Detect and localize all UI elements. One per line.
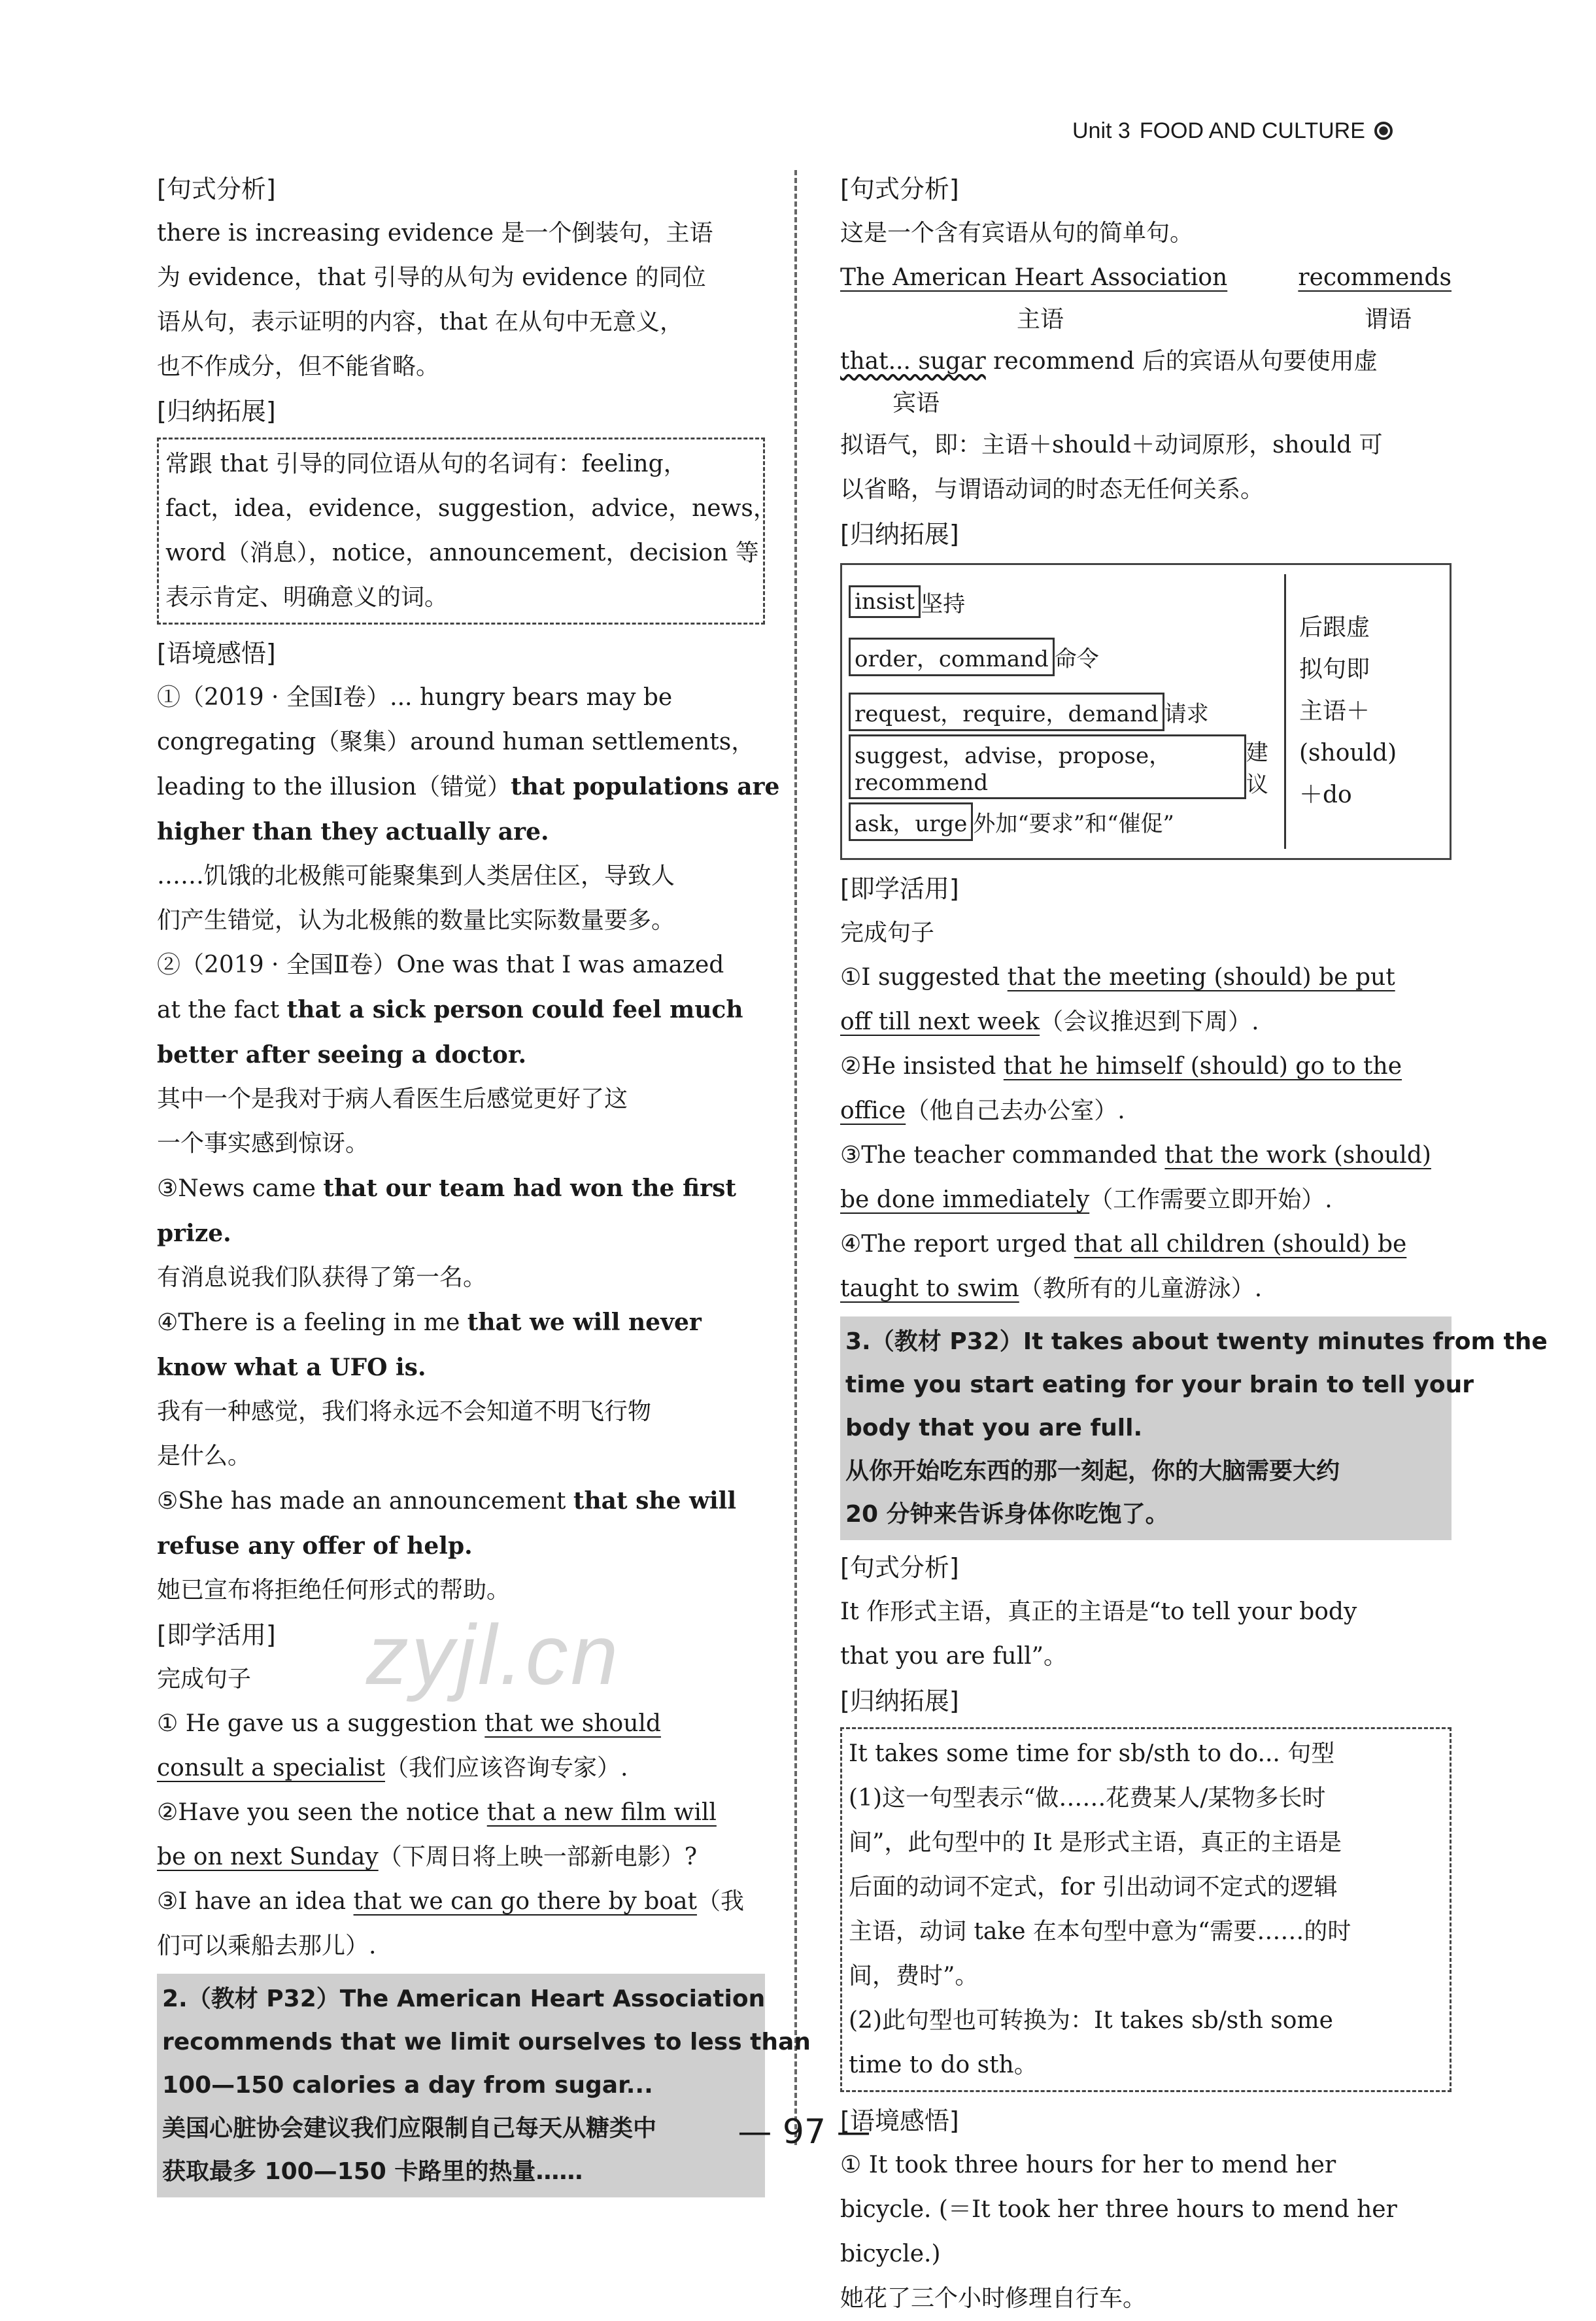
example-line: ①（2019 · 全国Ⅰ卷）... hungry bears may be bbox=[157, 684, 673, 711]
exercise-line: ②He insisted that he himself (should) go to the bbox=[840, 1053, 1402, 1080]
key-sentence-translation: 美国心脏协会建议我们应限制自己每天从糖类中 bbox=[162, 2115, 657, 2142]
summary-line: time to do sth。 bbox=[849, 2052, 1038, 2078]
section-heading: [即学活用] bbox=[157, 1621, 276, 1649]
subjunctive-verb-table bbox=[840, 563, 1452, 860]
summary-line: 间”，此句型中的 It 是形式主语，真正的主语是 bbox=[849, 1829, 1342, 1856]
unit-label: Unit 3 bbox=[1072, 118, 1130, 143]
translation-line: 们产生错觉，认为北极熊的数量比实际数量要多。 bbox=[157, 907, 675, 934]
section-heading: [语境感悟] bbox=[840, 2106, 959, 2135]
exercise-line: off till next week（会议推迟到下周）. bbox=[840, 1008, 1259, 1035]
object-label: 宾语 bbox=[892, 390, 940, 417]
summary-line: 间，费时”。 bbox=[849, 1963, 979, 1989]
analysis-line: 也不作成分，但不能省略。 bbox=[157, 353, 440, 380]
answer: off till next week bbox=[840, 1008, 1040, 1035]
example-line: ① It took three hours for her to mend her bbox=[840, 2152, 1336, 2178]
brace-note: 后跟虚 拟句即 主语＋ (should) ＋do bbox=[1284, 574, 1443, 849]
key-sentence-translation: 获取最多 100—150 卡路里的热量…… bbox=[162, 2158, 583, 2185]
section-heading: [即学活用] bbox=[840, 874, 959, 903]
structure-labels bbox=[840, 384, 1452, 423]
verb-row: request，require，demand 请求 bbox=[849, 684, 1284, 739]
summary-line: 主语，动词 take 在本句型中意为“需要……的时 bbox=[849, 1918, 1351, 1945]
example-line: ②（2019 · 全国Ⅱ卷）One was that I was amazed bbox=[157, 952, 724, 978]
summary-line: (2)此句型也可转换为：It takes sb/sth some bbox=[849, 2007, 1333, 2034]
key-sentence-line: body that you are full. bbox=[845, 1415, 1143, 1441]
sentence-structure bbox=[840, 256, 1452, 300]
answer: be done immediately bbox=[840, 1186, 1090, 1213]
exercise-line: ③I have an idea that we can go there by boat（我 bbox=[157, 1888, 744, 1915]
key-sentence-box bbox=[840, 1316, 1548, 1540]
section-heading: [句式分析] bbox=[840, 1553, 959, 1582]
circle-dot-icon bbox=[1374, 122, 1393, 140]
example-line: at the fact that a sick person could feel much bbox=[157, 996, 743, 1023]
key-sentence-line: 100—150 calories a day from sugar... bbox=[162, 2072, 653, 2099]
summary-line: 常跟 that 引导的同位语从句的名词有：feeling， bbox=[165, 451, 687, 477]
answer: that all children (should) be bbox=[1074, 1231, 1407, 1258]
translation-line: 我有一种感觉，我们将永远不会知道不明飞行物 bbox=[157, 1398, 652, 1425]
analysis-line: that... sugar recommend 后的宾语从句要使用虚 bbox=[840, 348, 1378, 375]
summary-line: It takes some time for sb/sth to do... 句型 bbox=[849, 1740, 1335, 1767]
structure-labels bbox=[840, 300, 1452, 339]
object-part: that... sugar bbox=[840, 348, 986, 375]
exercise-line: ③The teacher commanded that the work (should) bbox=[840, 1142, 1431, 1169]
example-line: bicycle.) bbox=[840, 2241, 941, 2267]
example-line: better after seeing a doctor. bbox=[157, 1041, 527, 1069]
section-heading: [句式分析] bbox=[840, 175, 959, 203]
analysis-line: that you are full”。 bbox=[840, 1643, 1068, 1670]
exercise-line: ① He gave us a suggestion that we should bbox=[157, 1710, 661, 1737]
section-heading: [句式分析] bbox=[157, 175, 276, 203]
answer: office bbox=[840, 1097, 906, 1124]
exercise-line: be done immediately（工作需要立即开始）. bbox=[840, 1186, 1333, 1213]
exercise-line: ④The report urged that all children (should) be bbox=[840, 1231, 1407, 1258]
analysis-line: there is increasing evidence 是一个倒装句，主语 bbox=[157, 220, 713, 247]
verb-row: ask，urge 外加“要求”和“催促” bbox=[849, 794, 1284, 849]
translation-line: 她花了三个小时修理自行车。 bbox=[840, 2285, 1147, 2312]
summary-box bbox=[157, 438, 777, 625]
summary-line: (1)这一句型表示“做……花费某人/某物多长时 bbox=[849, 1785, 1326, 1812]
exercise-line: consult a specialist（我们应该咨询专家）. bbox=[157, 1755, 628, 1781]
analysis-line: 为 evidence，that 引导的从句为 evidence 的同位 bbox=[157, 264, 706, 291]
summary-line: word（消息），notice，announcement，decision 等 bbox=[165, 540, 759, 566]
section-heading: [归纳拓展] bbox=[840, 520, 959, 549]
key-sentence-line: 2.（教材 P32）The American Heart Association bbox=[162, 1986, 766, 2012]
example-line: refuse any offer of help. bbox=[157, 1532, 473, 1560]
exercise-line: taught to swim（教所有的儿童游泳）. bbox=[840, 1275, 1263, 1302]
section-heading: [语境感悟] bbox=[157, 639, 276, 668]
page-header bbox=[1072, 111, 1438, 150]
predicate-part: recommends bbox=[1298, 264, 1452, 291]
unit-title: FOOD AND CULTURE bbox=[1139, 118, 1365, 143]
example-line: ⑤She has made an announcement that she will bbox=[157, 1487, 736, 1515]
example-line: congregating（聚集）around human settlements， bbox=[157, 729, 755, 755]
page-number: — 97 — bbox=[738, 2112, 871, 2152]
key-sentence-translation: 20 分钟来告诉身体你吃饱了。 bbox=[845, 1501, 1169, 1528]
answer: that the meeting (should) be put bbox=[1007, 964, 1395, 991]
translation-line: ……饥饿的北极熊可能聚集到人类居住区，导致人 bbox=[157, 863, 675, 889]
right-column bbox=[840, 167, 1548, 2321]
exercise-line: office（他自己去办公室）. bbox=[840, 1097, 1125, 1124]
translation-line: 有消息说我们队获得了第一名。 bbox=[157, 1264, 487, 1291]
answer: that we should bbox=[484, 1710, 661, 1737]
key-sentence-line: time you start eating for your brain to tell your bbox=[845, 1371, 1474, 1398]
key-sentence-line: recommends that we limit ourselves to less than bbox=[162, 2029, 811, 2055]
answer: that he himself (should) go to the bbox=[1003, 1053, 1402, 1080]
watermark: zyjl.cn bbox=[366, 1607, 621, 1702]
verb-row: order，command 命令 bbox=[849, 629, 1284, 684]
answer: taught to swim bbox=[840, 1275, 1019, 1302]
exercise-line: be on next Sunday（下周日将上映一部新电影）? bbox=[157, 1844, 697, 1870]
example-line: bicycle. (＝It took her three hours to mend her bbox=[840, 2196, 1397, 2223]
column-divider bbox=[794, 170, 797, 2145]
answer: that the work (should) bbox=[1164, 1142, 1431, 1169]
example-line: higher than they actually are. bbox=[157, 818, 549, 846]
translation-line: 一个事实感到惊讶。 bbox=[157, 1130, 369, 1157]
example-line: know what a UFO is. bbox=[157, 1354, 426, 1381]
summary-line: fact，idea，evidence，suggestion，advice，news， bbox=[165, 495, 777, 522]
translation-line: 其中一个是我对于病人看医生后感觉更好了这 bbox=[157, 1086, 628, 1112]
answer: that a new film will bbox=[486, 1799, 717, 1826]
exercise-line: ②Have you seen the notice that a new film will bbox=[157, 1799, 717, 1826]
verb-row: insist 坚持 bbox=[849, 574, 1284, 629]
example-line: leading to the illusion（错觉）that populations are bbox=[157, 773, 780, 800]
task-instruction: 完成句子 bbox=[157, 1666, 252, 1693]
verb-row: suggest，advise，propose，recommend 建议 bbox=[849, 739, 1284, 794]
summary-line: 表示肯定、明确意义的词。 bbox=[165, 584, 449, 611]
answer: that we can go there by boat bbox=[353, 1888, 697, 1915]
answer: be on next Sunday bbox=[157, 1844, 379, 1870]
key-sentence-line: 3.（教材 P32）It takes about twenty minutes from the bbox=[845, 1328, 1548, 1355]
section-heading: [归纳拓展] bbox=[840, 1687, 959, 1715]
analysis-line: It 作形式主语，真正的主语是“to tell your body bbox=[840, 1598, 1357, 1625]
analysis-line: 这是一个含有宾语从句的简单句。 bbox=[840, 220, 1194, 247]
section-heading: [归纳拓展] bbox=[157, 397, 276, 426]
key-sentence-translation: 从你开始吃东西的那一刻起，你的大脑需要大约 bbox=[845, 1458, 1340, 1485]
example-line: ③News came that our team had won the first bbox=[157, 1175, 736, 1202]
example-line: prize. bbox=[157, 1220, 231, 1247]
translation-line: 是什么。 bbox=[157, 1443, 252, 1470]
predicate-label: 谓语 bbox=[1365, 306, 1412, 333]
subject-label: 主语 bbox=[1017, 306, 1064, 333]
summary-box bbox=[840, 1727, 1452, 2092]
analysis-line: 拟语气，即：主语＋should＋动词原形，should 可 bbox=[840, 432, 1383, 458]
answer: consult a specialist bbox=[157, 1755, 385, 1781]
summary-line: 后面的动词不定式，for 引出动词不定式的逻辑 bbox=[849, 1874, 1338, 1900]
analysis-line: 以省略，与谓语动词的时态无任何关系。 bbox=[840, 476, 1265, 503]
exercise-line: ①I suggested that the meeting (should) be put bbox=[840, 964, 1395, 991]
example-line: ④There is a feeling in me that we will never bbox=[157, 1309, 702, 1336]
translation-line: 她已宣布将拒绝任何形式的帮助。 bbox=[157, 1577, 511, 1604]
exercise-line: 们可以乘船去那儿）. bbox=[157, 1933, 377, 1959]
task-instruction: 完成句子 bbox=[840, 920, 935, 946]
analysis-line: 语从句，表示证明的内容，that 在从句中无意义， bbox=[157, 309, 684, 335]
subject-part: The American Heart Association bbox=[840, 264, 1228, 291]
